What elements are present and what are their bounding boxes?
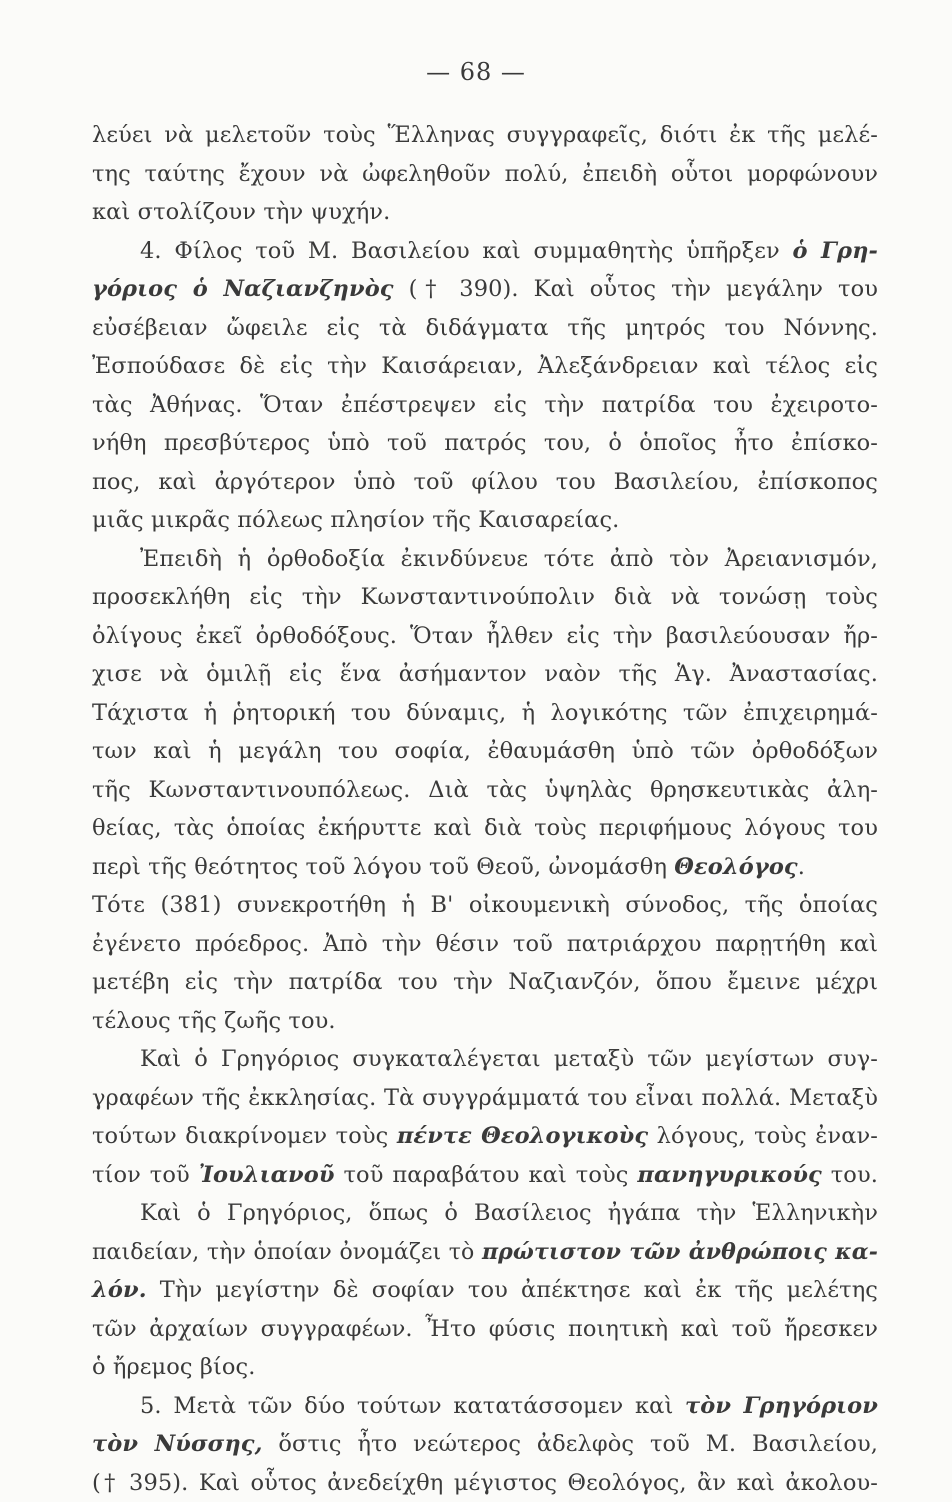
text-line	[92, 1079, 878, 1118]
text-segment: προσεκλήθη εἰς τὴν Κωνσταντινούπολιν διὰ νὰ τονώσῃ τοὺς	[92, 584, 878, 610]
text-segment: χισε νὰ ὁμιλῇ εἰς ἕνα ἀσήμαντον ναὸν τῆς Ἁγ. Ἀναστασίας.	[92, 661, 878, 687]
text-segment: νήθη πρεσβύτερος ὑπὸ τοῦ πατρός του, ὁ ὁποῖος ἦτο ἐπίσκο-	[92, 430, 878, 456]
text-segment: .	[798, 854, 805, 880]
text-line	[92, 309, 878, 348]
page-number: — 68 —	[0, 58, 952, 86]
emphasis-text: ὁ Γρη-	[792, 238, 878, 264]
emphasis-text: Ἰουλιανοῦ	[199, 1162, 335, 1188]
text-line	[92, 540, 878, 579]
text-line	[92, 1271, 878, 1310]
text-segment: ὀλίγους ἐκεῖ ὀρθοδόξους. Ὅταν ἦλθεν εἰς τὴν βασιλεύουσαν ἤρ-	[92, 623, 878, 649]
text-line	[92, 848, 878, 887]
text-line	[92, 1194, 878, 1233]
text-segment: Τότε (381) συνεκροτήθη ἡ Β' οἰκουμενικὴ σύνοδος, τῆς ὁποίας	[92, 892, 878, 918]
text-line	[92, 424, 878, 463]
text-line	[92, 1117, 878, 1156]
text-segment: († 390). Καὶ οὗτος τὴν μεγάλην του	[394, 276, 878, 302]
text-line	[92, 655, 878, 694]
text-segment: Ἐπειδὴ ἡ ὀρθοδοξία ἐκινδύνευε τότε ἀπὸ τὸν Ἀρειανισμόν,	[140, 546, 878, 572]
text-segment: Καὶ ὁ Γρηγόριος συγκαταλέγεται μεταξὺ τῶν μεγίστων συγ-	[140, 1046, 878, 1072]
text-segment: του.	[822, 1162, 878, 1188]
text-line	[92, 925, 878, 964]
text-line	[92, 1233, 878, 1272]
text-segment: παιδείαν, τὴν ὁποίαν ὀνομάζει τὸ	[92, 1240, 482, 1265]
text-segment: τῆς Κωνσταντινουπόλεως. Διὰ τὰς ὑψηλὰς θρησκευτικὰς ἀλη-	[92, 777, 878, 803]
text-line	[92, 1310, 878, 1349]
text-line	[92, 963, 878, 1002]
text-segment: Ἐσπούδασε δὲ εἰς τὴν Καισάρειαν, Ἀλεξάνδρειαν καὶ τέλος εἰς	[92, 353, 878, 379]
text-line	[92, 232, 878, 271]
text-segment: λεύει νὰ μελετοῦν τοὺς Ἕλληνας συγγραφεῖς, διότι ἐκ τῆς μελέ-	[92, 122, 878, 148]
text-line	[92, 155, 878, 194]
text-segment: καὶ στολίζουν τὴν ψυχήν.	[92, 199, 390, 225]
text-segment: γραφέων τῆς ἐκκλησίας. Τὰ συγγράμματά του εἶναι πολλά. Μεταξὺ	[92, 1085, 878, 1111]
text-segment: ὅστις ἦτο νεώτερος ἀδελφὸς τοῦ Μ. Βασιλείου,	[263, 1431, 878, 1457]
text-line	[92, 732, 878, 771]
text-line	[92, 1040, 878, 1079]
text-line	[92, 270, 878, 309]
text-segment: Καὶ ὁ Γρηγόριος, ὅπως ὁ Βασίλειος ἠγάπα τὴν Ἑλληνικὴν	[140, 1200, 878, 1226]
text-segment: περὶ τῆς θεότητος τοῦ λόγου τοῦ Θεοῦ, ὠνομάσθη	[92, 854, 674, 880]
emphasis-text: Θεολόγος	[674, 854, 797, 880]
text-segment: τούτων διακρίνομεν τοὺς	[92, 1123, 397, 1149]
text-segment: των καὶ ἡ μεγάλη του σοφία, ἐθαυμάσθη ὑπὸ τῶν ὀρθοδόξων	[92, 738, 878, 764]
emphasis-text: πέντε Θεολογικοὺς	[397, 1123, 648, 1149]
text-segment: λόγους, τοὺς ἐναν-	[648, 1123, 878, 1149]
text-segment: 4. Φίλος τοῦ Μ. Βασιλείου καὶ συμμαθητὴς ὑπῆρξεν	[140, 238, 792, 264]
text-line	[92, 617, 878, 656]
text-segment: μετέβη εἰς τὴν πατρίδα του τὴν Ναζιανζόν, ὅπου ἔμεινε μέχρι	[92, 969, 878, 995]
text-segment: της ταύτης ἔχουν νὰ ὠφεληθοῦν πολύ, ἐπειδὴ οὗτοι μορφώνουν	[92, 161, 878, 187]
text-line	[92, 1002, 878, 1041]
text-line	[92, 116, 878, 155]
text-line	[92, 1464, 878, 1502]
emphasis-text: πρώτιστον τῶν ἀνθρώποις κα-	[482, 1239, 878, 1265]
text-line	[92, 1156, 878, 1195]
text-segment: θείας, τὰς ὁποίας ἐκήρυττε καὶ διὰ τοὺς περιφήμους λόγους του	[92, 815, 878, 841]
text-segment: τίον τοῦ	[92, 1162, 199, 1188]
emphasis-text: πανηγυρικούς	[637, 1162, 821, 1188]
text-line	[92, 463, 878, 502]
text-line	[92, 501, 878, 540]
text-line	[92, 1425, 878, 1464]
text-line	[92, 347, 878, 386]
text-line	[92, 694, 878, 733]
text-line	[92, 886, 878, 925]
text-segment: τοῦ παραβάτου καὶ τοὺς	[335, 1162, 638, 1188]
text-line	[92, 193, 878, 232]
text-line	[92, 771, 878, 810]
text-segment: ὁ ἤρεμος βίος.	[92, 1354, 256, 1380]
text-line	[92, 1387, 878, 1426]
text-segment: τέλους τῆς ζωῆς του.	[92, 1008, 336, 1034]
emphasis-text: γόριος ὁ Ναζιανζηνὸς	[92, 276, 394, 302]
text-segment: τὰς Ἀθήνας. Ὅταν ἐπέστρεψεν εἰς τὴν πατρίδα του ἐχειροτο-	[92, 392, 878, 418]
text-segment: († 395). Καὶ οὗτος ἀνεδείχθη μέγιστος Θεολόγος, ἂν καὶ ἀκολου-	[92, 1470, 878, 1496]
emphasis-text: λόν.	[92, 1277, 147, 1303]
text-segment: τῶν ἀρχαίων συγγραφέων. Ἦτο φύσις ποιητικὴ καὶ τοῦ ἤρεσκεν	[92, 1316, 878, 1342]
text-segment: εὐσέβειαν ὤφειλε εἰς τὰ διδάγματα τῆς μητρός του Νόννης.	[92, 315, 878, 341]
text-segment: 5. Μετὰ τῶν δύο τούτων κατατάσσομεν καὶ	[140, 1393, 685, 1419]
text-line	[92, 578, 878, 617]
text-segment: Τάχιστα ἡ ῥητορική του δύναμις, ἡ λογικότης τῶν ἐπιχειρημά-	[92, 700, 878, 726]
text-segment: Τὴν μεγίστην δὲ σοφίαν του ἀπέκτησε καὶ ἐκ τῆς μελέτης	[147, 1277, 878, 1303]
text-line	[92, 1348, 878, 1387]
body-text	[92, 116, 878, 1502]
text-line	[92, 386, 878, 425]
text-line	[92, 809, 878, 848]
emphasis-text: τὸν Νύσσης,	[92, 1431, 263, 1457]
text-segment: ἐγένετο πρόεδρος. Ἀπὸ τὴν θέσιν τοῦ πατριάρχου παρῃτήθη καὶ	[92, 931, 878, 957]
emphasis-text: τὸν Γρηγόριον	[685, 1393, 878, 1419]
text-segment: πος, καὶ ἀργότερον ὑπὸ τοῦ φίλου του Βασιλείου, ἐπίσκοπος	[92, 469, 878, 495]
text-segment: μιᾶς μικρᾶς πόλεως πλησίον τῆς Καισαρείας.	[92, 507, 619, 533]
